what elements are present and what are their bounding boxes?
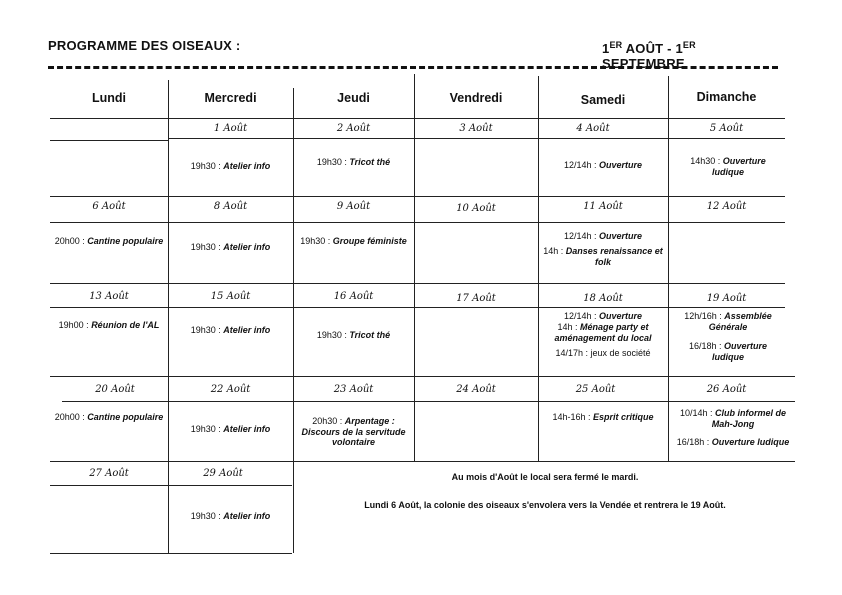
- event-item: 19h30 : Tricot thé: [316, 157, 391, 167]
- date-label: 5 Août: [709, 123, 744, 134]
- event-item: 12/14h : Ouverture: [563, 160, 643, 170]
- grid-line: [50, 553, 292, 554]
- grid-line: [50, 222, 785, 223]
- date-range: 1ER AOÛT - 1ER SEPTEMBRE: [602, 40, 696, 71]
- grid-line: [50, 307, 785, 308]
- grid-line: [50, 485, 292, 486]
- date-label: 19 Août: [706, 293, 747, 304]
- note-closure: Au mois d'Août le local sera fermé le mardi.: [451, 472, 639, 482]
- date-label: 9 Août: [336, 201, 371, 212]
- event-item: 20h30 : Arpentage : Discours de la servitude volontaire: [301, 416, 406, 447]
- grid-line: [50, 283, 785, 284]
- date-label: 11 Août: [583, 201, 623, 212]
- grid-line: [62, 401, 795, 402]
- date-label: 29 Août: [203, 468, 243, 479]
- date-label: 1 Août: [213, 123, 248, 134]
- event-item: 14h30 : Ouverture ludique: [690, 156, 766, 177]
- date-label: 2 Août: [336, 123, 371, 134]
- event-item: 19h30 : Groupe féministe: [300, 236, 407, 246]
- event-item: 12/14h : Ouverture: [563, 311, 643, 321]
- header-divider: [48, 66, 778, 69]
- event-item: 14h : Ménage party et aménagement du local: [554, 322, 652, 343]
- event-item: 19h30 : Atelier info: [190, 325, 271, 335]
- event-item: 20h00 : Cantine populaire: [54, 412, 164, 422]
- date-label: 22 Août: [210, 384, 251, 395]
- grid-line: [50, 376, 795, 377]
- date-label: 8 Août: [213, 201, 248, 212]
- grid-line: [168, 138, 785, 139]
- date-label: 26 Août: [706, 384, 747, 395]
- date-label: 25 Août: [575, 384, 616, 395]
- day-header-jeudi: Jeudi: [337, 91, 370, 105]
- date-label: 16 Août: [333, 291, 374, 302]
- date-label: 10 Août: [456, 203, 496, 214]
- event-item: 12/14h : Ouverture: [563, 231, 643, 241]
- grid-line: [50, 140, 168, 141]
- event-item: 14h : Danses renaissance et folk: [543, 246, 663, 267]
- event-item: 14/17h : jeux de société: [555, 348, 651, 358]
- grid-line: [50, 118, 785, 119]
- grid-line: [50, 196, 785, 197]
- date-label: 18 Août: [583, 293, 623, 304]
- date-label: 6 Août: [92, 201, 126, 212]
- day-header-lundi: Lundi: [91, 91, 126, 105]
- event-item: 14h-16h : Esprit critique: [552, 412, 654, 422]
- day-header-mercredi: Mercredi: [204, 91, 257, 105]
- date-label: 24 Août: [456, 384, 496, 395]
- event-item: 19h30 : Atelier info: [190, 161, 271, 171]
- date-label: 3 Août: [459, 123, 493, 134]
- note-colony: Lundi 6 Août, la colonie des oiseaux s'envolera vers la Vendée et rentrera le 19 Août.: [364, 500, 726, 510]
- event-item: 16/18h : Ouverture ludique: [688, 341, 768, 362]
- page-title: PROGRAMME DES OISEAUX :: [48, 38, 241, 53]
- date-label: 13 Août: [89, 291, 129, 302]
- event-item: 20h00 : Cantine populaire: [54, 236, 164, 246]
- event-item: 19h30 : Atelier info: [190, 424, 271, 434]
- grid-line: [50, 461, 795, 462]
- date-label: 15 Août: [210, 291, 251, 302]
- date-label: 20 Août: [95, 384, 135, 395]
- day-header-vendredi: Vendredi: [449, 91, 503, 105]
- event-item: 19h30 : Atelier info: [190, 242, 271, 252]
- date-label: 23 Août: [333, 384, 374, 395]
- event-item: 19h30 : Tricot thé: [316, 330, 391, 340]
- event-item: 19h30 : Atelier info: [190, 511, 271, 521]
- event-item: 12h/16h : Assemblée Générale: [684, 311, 772, 332]
- event-item: 16/18h : Ouverture ludique: [676, 437, 790, 447]
- day-header-samedi: Samedi: [580, 93, 626, 107]
- grid-line: [168, 80, 169, 553]
- date-label: 12 Août: [706, 201, 747, 212]
- date-label: 27 Août: [89, 468, 129, 479]
- day-header-dimanche: Dimanche: [696, 90, 757, 104]
- date-label: 17 Août: [456, 293, 496, 304]
- date-label: 4 Août: [576, 123, 610, 134]
- event-item: 10/14h : Club informel de Mah-Jong: [679, 408, 787, 429]
- event-item: 19h00 : Réunion de l'AL: [58, 320, 160, 330]
